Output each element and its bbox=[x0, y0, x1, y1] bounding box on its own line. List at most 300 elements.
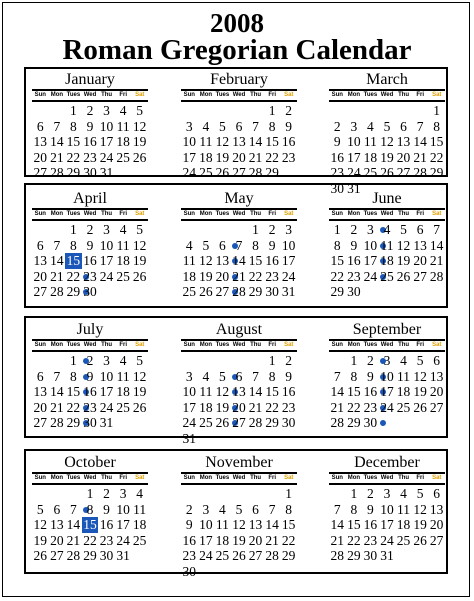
weekday-label: Sun bbox=[34, 342, 46, 348]
day-cell: 8 bbox=[86, 501, 94, 517]
day-cell: 10 bbox=[347, 134, 361, 149]
day-cell: 27 bbox=[429, 532, 444, 548]
day-cell: 8 bbox=[333, 237, 341, 253]
month-january bbox=[32, 70, 148, 181]
day-cell: 2 bbox=[103, 486, 110, 501]
day-cell: 20 bbox=[413, 253, 427, 268]
day-cell: 24 bbox=[182, 165, 197, 180]
empty-cell bbox=[214, 486, 231, 502]
day-cell: 23 bbox=[281, 149, 296, 165]
day-cell: 3 bbox=[119, 486, 127, 501]
day-cell: 16 bbox=[347, 253, 361, 268]
day-cell: 20 bbox=[429, 384, 444, 399]
day-cell: 1 bbox=[86, 486, 94, 501]
day-cell: 8 bbox=[285, 501, 293, 517]
day-cell: 6 bbox=[416, 222, 424, 237]
day-cell: 26 bbox=[396, 268, 411, 284]
day-cell: 4 bbox=[119, 103, 127, 118]
day-cell: 3 bbox=[202, 501, 210, 517]
weekday-header bbox=[32, 208, 148, 221]
day-cell: 9 bbox=[86, 118, 94, 134]
day-cell: 24 bbox=[116, 532, 130, 548]
weekday-header bbox=[329, 339, 445, 352]
calendar-title: Roman Gregorian Calendar bbox=[62, 34, 412, 66]
weekday-header bbox=[181, 208, 297, 221]
day-cell: 27 bbox=[232, 165, 246, 180]
empty-cell bbox=[214, 103, 231, 119]
weekday-label: Fri bbox=[119, 475, 128, 481]
day-cell: 5 bbox=[416, 486, 424, 501]
empty-cell bbox=[181, 222, 198, 238]
weekday-label: Wed bbox=[380, 211, 394, 217]
day-cell: 8 bbox=[350, 501, 358, 517]
day-cell: 29 bbox=[83, 548, 97, 563]
day-cell: 30 bbox=[363, 548, 378, 563]
day-cell: 31 bbox=[281, 284, 296, 299]
day-cell: 7 bbox=[53, 118, 61, 134]
day-cell: 12 bbox=[214, 384, 231, 400]
month-may bbox=[181, 189, 297, 300]
day-cell: 22 bbox=[347, 399, 361, 415]
day-cell: 14 bbox=[265, 517, 279, 532]
weekday-label: Sun bbox=[34, 475, 46, 481]
day-cell: 29 bbox=[66, 165, 81, 180]
month-name: April bbox=[73, 190, 107, 207]
month-name: February bbox=[210, 71, 268, 88]
day-cell: 11 bbox=[116, 237, 130, 253]
day-cell: 22 bbox=[66, 149, 81, 165]
day-cell: 1 bbox=[70, 222, 77, 237]
day-cell: 21 bbox=[232, 268, 246, 284]
day-cell: 8 bbox=[65, 369, 82, 385]
day-cell: 29 bbox=[265, 165, 279, 180]
day-cell: 26 bbox=[33, 548, 48, 563]
day-cell: 29 bbox=[65, 284, 82, 300]
weekday-label: Mon bbox=[199, 92, 213, 98]
day-cell: 14 bbox=[330, 384, 345, 399]
weekday-header bbox=[32, 89, 148, 102]
day-cell: 3 bbox=[383, 353, 391, 368]
month-name: May bbox=[224, 190, 254, 207]
empty-cell bbox=[181, 353, 198, 369]
weekday-label: Thu bbox=[398, 475, 410, 481]
day-cell: 17 bbox=[380, 384, 394, 399]
day-cell: 25 bbox=[380, 268, 394, 284]
day-cell: 9 bbox=[350, 237, 358, 253]
day-cell: 10 bbox=[116, 501, 130, 517]
day-cell: 6 bbox=[36, 368, 44, 384]
day-cell: 29 bbox=[265, 415, 279, 430]
day-cell: 22 bbox=[83, 532, 97, 548]
day-cell: 15 bbox=[65, 384, 82, 400]
weekday-label: Wed bbox=[83, 211, 97, 217]
weekday-label: Mon bbox=[199, 475, 213, 481]
day-cell: 27 bbox=[232, 415, 246, 430]
day-cell: 21 bbox=[248, 399, 263, 415]
weekday-label: Sun bbox=[183, 342, 195, 348]
weekday-label: Thu bbox=[101, 342, 113, 348]
weekday-label: Sat bbox=[432, 211, 442, 217]
empty-cell bbox=[49, 353, 66, 369]
month-name: March bbox=[366, 71, 408, 88]
day-cell: 6 bbox=[433, 353, 441, 368]
day-cell: 26 bbox=[413, 399, 427, 415]
day-cell: 5 bbox=[136, 222, 144, 237]
empty-cell bbox=[329, 353, 346, 369]
day-cell: 21 bbox=[330, 399, 345, 415]
weekday-label: Sun bbox=[331, 475, 343, 481]
empty-cell bbox=[412, 103, 429, 119]
day-cell: 21 bbox=[413, 149, 427, 165]
day-cell: 18 bbox=[396, 517, 411, 532]
day-cell: 3 bbox=[185, 368, 193, 384]
day-cell: 22 bbox=[281, 532, 296, 548]
day-cell: 18 bbox=[116, 134, 130, 149]
day-cell: 18 bbox=[116, 384, 130, 399]
day-cell: 13 bbox=[396, 134, 411, 149]
weekday-label: Thu bbox=[398, 342, 410, 348]
day-cell: 5 bbox=[202, 237, 210, 253]
day-cell: 11 bbox=[116, 118, 130, 134]
day-cell: 24 bbox=[182, 415, 197, 430]
month-name: September bbox=[352, 321, 422, 338]
weekday-label: Mon bbox=[50, 342, 64, 348]
weekday-label: Sat bbox=[432, 342, 442, 348]
day-cell: 30 bbox=[347, 284, 361, 299]
day-cell: 13 bbox=[50, 517, 64, 532]
weekday-header bbox=[329, 208, 445, 221]
weekday-label: Sat bbox=[135, 475, 145, 481]
day-cell: 4 bbox=[219, 501, 226, 517]
day-cell: 29 bbox=[347, 415, 361, 430]
day-cell: 24 bbox=[199, 548, 213, 563]
day-grid bbox=[32, 103, 148, 181]
weekday-label: Fri bbox=[268, 475, 277, 481]
day-grid bbox=[329, 486, 445, 564]
day-cell: 26 bbox=[413, 532, 427, 548]
day-cell: 12 bbox=[215, 134, 230, 149]
day-cell: 13 bbox=[232, 384, 246, 399]
day-cell: 26 bbox=[380, 165, 394, 180]
day-cell: 1 bbox=[350, 486, 358, 501]
weekday-label: Wed bbox=[380, 475, 394, 481]
month-july bbox=[32, 320, 148, 431]
day-cell: 13 bbox=[429, 368, 444, 384]
empty-cell bbox=[198, 486, 215, 502]
day-grid bbox=[329, 103, 445, 196]
day-cell: 15 bbox=[347, 517, 361, 532]
day-cell: 11 bbox=[133, 501, 147, 517]
day-cell: 30 bbox=[99, 548, 114, 563]
day-cell: 8 bbox=[268, 368, 276, 384]
day-cell: 7 bbox=[235, 237, 243, 253]
day-grid bbox=[181, 103, 297, 181]
day-cell: 27 bbox=[413, 268, 427, 284]
day-cell: 30 bbox=[83, 284, 97, 299]
day-cell: 28 bbox=[66, 548, 81, 563]
weekday-label: Tues bbox=[363, 475, 378, 481]
day-cell: 27 bbox=[33, 284, 48, 299]
day-cell: 22 bbox=[330, 268, 345, 284]
day-cell: 17 bbox=[99, 253, 114, 268]
weekday-label: Tues bbox=[66, 342, 81, 348]
day-cell: 7 bbox=[65, 502, 82, 518]
day-cell: 14 bbox=[50, 134, 64, 149]
month-june bbox=[329, 189, 445, 300]
day-cell: 28 bbox=[232, 284, 246, 299]
day-cell: 25 bbox=[132, 532, 147, 548]
month-december bbox=[329, 453, 445, 564]
day-cell: 30 bbox=[83, 415, 97, 430]
day-cell: 20 bbox=[33, 399, 48, 415]
day-cell: 16 bbox=[83, 134, 97, 149]
empty-cell bbox=[379, 103, 396, 119]
day-cell: 4 bbox=[400, 486, 407, 501]
day-cell: 14 bbox=[330, 517, 345, 532]
day-cell: 10 bbox=[380, 368, 394, 384]
day-cell: 29 bbox=[330, 284, 345, 299]
day-cell: 27 bbox=[33, 165, 48, 180]
day-cell: 18 bbox=[215, 532, 230, 548]
day-cell: 2 bbox=[268, 222, 276, 237]
weekday-label: Wed bbox=[232, 475, 246, 481]
empty-cell bbox=[247, 353, 264, 369]
day-grid bbox=[32, 353, 148, 431]
empty-cell bbox=[49, 222, 66, 238]
day-cell: 25 bbox=[199, 165, 213, 180]
day-cell: 9 bbox=[103, 501, 110, 517]
day-cell: 28 bbox=[50, 284, 64, 299]
empty-cell bbox=[247, 103, 264, 119]
weekday-label: Sun bbox=[34, 211, 46, 217]
day-cell: 4 bbox=[367, 118, 374, 134]
day-cell: 23 bbox=[83, 268, 97, 284]
day-cell: 29 bbox=[248, 284, 263, 299]
weekday-label: Tues bbox=[363, 92, 378, 98]
day-cell: 19 bbox=[132, 134, 147, 149]
day-cell: 12 bbox=[199, 253, 213, 268]
day-cell: 27 bbox=[429, 399, 444, 415]
day-cell: 7 bbox=[433, 222, 441, 237]
day-cell: 2 bbox=[185, 501, 193, 517]
day-cell: 14 bbox=[50, 384, 64, 399]
day-cell: 11 bbox=[182, 253, 196, 268]
day-cell: 27 bbox=[33, 415, 48, 430]
weekday-label: Sat bbox=[284, 92, 294, 98]
weekday-label: Fri bbox=[268, 211, 277, 217]
day-cell: 17 bbox=[182, 399, 197, 415]
day-cell: 9 bbox=[362, 369, 379, 385]
day-cell: 6 bbox=[235, 368, 243, 384]
weekday-label: Sat bbox=[284, 342, 294, 348]
day-cell: 28 bbox=[50, 165, 64, 180]
day-cell: 4 bbox=[136, 486, 144, 501]
day-cell: 22 bbox=[248, 268, 263, 284]
day-cell: 7 bbox=[333, 501, 341, 517]
weekday-label: Sat bbox=[284, 475, 294, 481]
day-cell: 19 bbox=[413, 384, 427, 399]
day-cell: 24 bbox=[380, 532, 394, 548]
day-cell: 17 bbox=[347, 149, 361, 165]
weekday-label: Wed bbox=[232, 342, 246, 348]
day-cell: 7 bbox=[333, 368, 341, 384]
day-cell: 7 bbox=[53, 237, 61, 253]
empty-cell bbox=[49, 103, 66, 119]
day-cell: 13 bbox=[214, 253, 231, 269]
day-cell: 21 bbox=[265, 532, 279, 548]
day-cell: 10 bbox=[281, 237, 296, 253]
empty-cell bbox=[214, 353, 231, 369]
month-april bbox=[32, 189, 148, 300]
day-cell: 16 bbox=[99, 517, 114, 532]
day-cell: 13 bbox=[413, 237, 427, 253]
weekday-label: Fri bbox=[119, 211, 128, 217]
day-cell: 21 bbox=[50, 399, 64, 415]
day-cell: 5 bbox=[400, 222, 407, 237]
day-cell: 18 bbox=[199, 399, 213, 415]
day-cell: 14 bbox=[50, 253, 64, 268]
day-cell: 20 bbox=[429, 517, 444, 532]
day-cell: 19 bbox=[132, 384, 147, 399]
empty-cell bbox=[329, 103, 346, 119]
month-name: October bbox=[64, 454, 116, 471]
day-cell: 6 bbox=[53, 501, 61, 517]
day-cell: 2 bbox=[362, 353, 379, 369]
empty-cell bbox=[247, 486, 264, 502]
day-cell: 10 bbox=[199, 517, 213, 532]
day-cell: 10 bbox=[182, 134, 197, 149]
day-cell: 20 bbox=[50, 532, 64, 548]
weekday-label: Thu bbox=[398, 92, 410, 98]
day-cell: 31 bbox=[99, 165, 114, 180]
day-cell: 26 bbox=[214, 415, 231, 431]
day-cell: 21 bbox=[429, 253, 444, 268]
day-cell: 12 bbox=[380, 134, 394, 149]
day-cell: 10 bbox=[99, 118, 114, 134]
day-cell: 27 bbox=[214, 284, 231, 300]
day-cell: 15 bbox=[330, 253, 345, 268]
weekday-label: Sun bbox=[183, 92, 195, 98]
day-cell: 1 bbox=[70, 103, 77, 118]
day-cell: 24 bbox=[347, 165, 361, 180]
month-september bbox=[329, 320, 445, 431]
day-cell: 25 bbox=[199, 415, 213, 430]
day-cell: 11 bbox=[199, 134, 213, 149]
day-cell: 10 bbox=[99, 368, 114, 384]
day-cell: 22 bbox=[265, 149, 279, 165]
day-cell: 31 bbox=[116, 548, 130, 563]
weekday-label: Mon bbox=[347, 211, 361, 217]
day-cell: 24 bbox=[99, 399, 114, 415]
day-cell: 24 bbox=[281, 268, 296, 284]
day-cell: 11 bbox=[215, 517, 229, 532]
weekday-label: Sat bbox=[135, 211, 145, 217]
month-october bbox=[32, 453, 148, 564]
day-cell: 10 bbox=[182, 384, 197, 399]
day-cell: 26 bbox=[232, 548, 246, 563]
day-cell: 25 bbox=[215, 548, 230, 563]
day-cell: 29 bbox=[347, 548, 361, 563]
day-cell: 20 bbox=[214, 269, 231, 285]
day-cell: 15 bbox=[281, 517, 296, 532]
empty-cell bbox=[362, 103, 379, 119]
day-cell: 15 bbox=[429, 134, 444, 149]
month-august bbox=[181, 320, 297, 446]
day-cell: 6 bbox=[235, 118, 243, 134]
day-cell: 10 bbox=[380, 501, 394, 517]
day-cell: 3 bbox=[285, 222, 293, 237]
calendar-year: 2008 bbox=[210, 8, 264, 38]
day-cell: 18 bbox=[396, 384, 411, 399]
day-cell: 14 bbox=[413, 134, 427, 149]
month-name: July bbox=[76, 321, 104, 338]
day-cell: 2 bbox=[86, 222, 94, 237]
day-cell: 15 bbox=[347, 384, 361, 399]
empty-cell bbox=[32, 222, 49, 238]
day-cell: 8 bbox=[70, 118, 77, 134]
day-cell: 21 bbox=[50, 149, 64, 165]
day-cell: 17 bbox=[380, 517, 394, 532]
day-cell: 30 bbox=[83, 165, 97, 180]
weekday-label: Fri bbox=[119, 92, 128, 98]
day-cell: 13 bbox=[33, 384, 48, 399]
day-cell: 26 bbox=[199, 284, 213, 299]
day-cell: 23 bbox=[83, 149, 97, 165]
day-cell: 23 bbox=[330, 165, 345, 180]
day-cell: 3 bbox=[103, 222, 110, 237]
day-cell: 8 bbox=[433, 118, 441, 134]
day-cell: 13 bbox=[248, 517, 263, 532]
day-cell: 23 bbox=[265, 268, 279, 284]
weekday-label: Fri bbox=[416, 475, 425, 481]
day-cell: 25 bbox=[363, 165, 378, 180]
day-cell: 11 bbox=[380, 237, 394, 253]
day-cell: 16 bbox=[281, 384, 296, 399]
day-cell: 25 bbox=[182, 284, 197, 299]
empty-cell bbox=[32, 486, 49, 502]
day-cell: 17 bbox=[199, 532, 213, 548]
day-cell: 3 bbox=[362, 222, 379, 238]
day-cell: 31 bbox=[347, 180, 361, 196]
day-cell: 8 bbox=[70, 237, 77, 253]
day-cell: 5 bbox=[136, 103, 144, 118]
day-cell: 6 bbox=[433, 486, 441, 501]
day-cell: 9 bbox=[86, 368, 94, 384]
day-cell: 23 bbox=[83, 399, 97, 415]
day-cell: 3 bbox=[103, 103, 110, 118]
day-cell: 1 bbox=[433, 103, 441, 118]
day-cell: 18 bbox=[199, 149, 213, 165]
day-cell: 25 bbox=[396, 399, 411, 415]
weekday-label: Mon bbox=[199, 211, 213, 217]
day-cell: 1 bbox=[252, 222, 259, 237]
day-cell: 28 bbox=[330, 548, 345, 563]
day-cell: 14 bbox=[232, 253, 246, 268]
weekday-label: Thu bbox=[250, 342, 262, 348]
weekday-header bbox=[32, 339, 148, 352]
day-cell: 9 bbox=[333, 134, 341, 149]
day-cell: 4 bbox=[119, 222, 127, 237]
day-cell: 20 bbox=[33, 149, 48, 165]
day-cell: 22 bbox=[347, 532, 361, 548]
day-cell: 13 bbox=[429, 501, 444, 517]
day-cell: 8 bbox=[268, 118, 276, 134]
empty-cell bbox=[198, 103, 215, 119]
day-cell: 16 bbox=[362, 384, 379, 400]
day-cell: 22 bbox=[65, 269, 82, 285]
weekday-label: Wed bbox=[83, 475, 97, 481]
day-grid bbox=[32, 222, 148, 300]
